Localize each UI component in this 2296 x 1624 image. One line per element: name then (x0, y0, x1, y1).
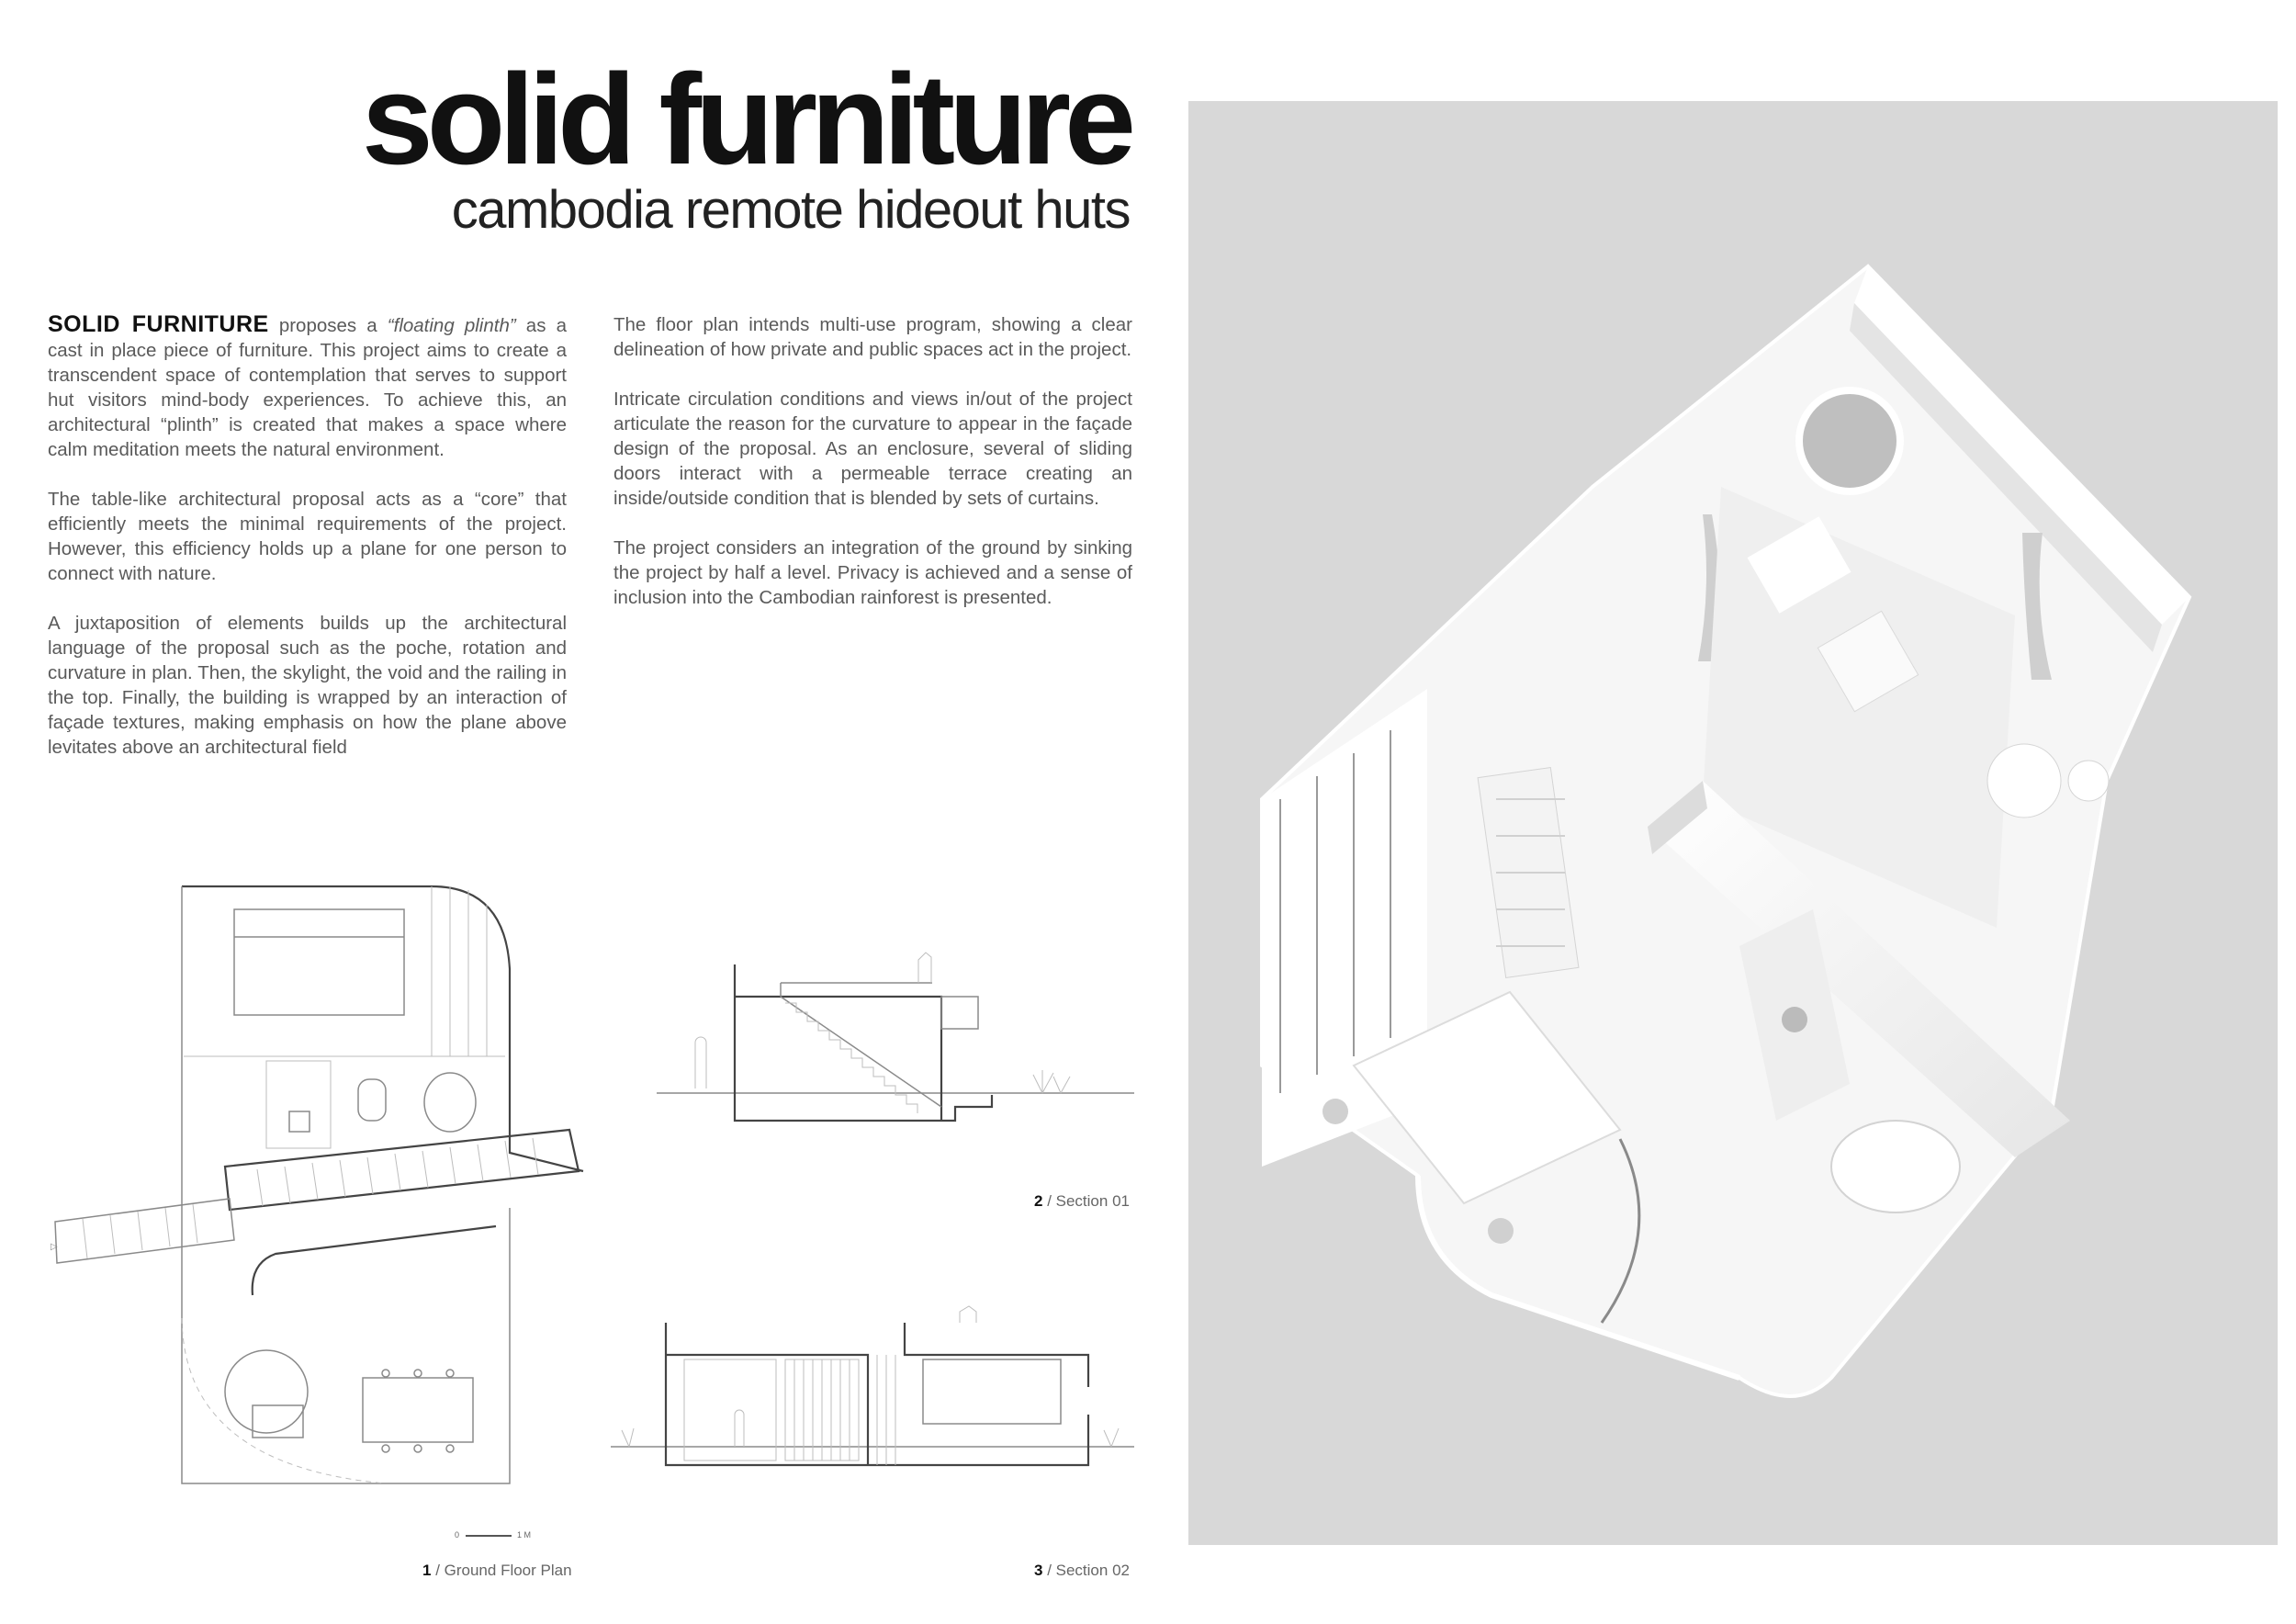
dining-table (363, 1378, 473, 1442)
ground-floor-plan-drawing (46, 877, 579, 1502)
round-seat (225, 1350, 308, 1433)
svg-text:▷: ▷ (51, 1242, 58, 1252)
paragraph-program: The floor plan intends multi-use program, showing a clear delineation of how private and public spaces act in the project. (613, 314, 1132, 360)
caption-section2-label: / Section 02 (1042, 1562, 1130, 1579)
axonometric-render-panel (1188, 101, 2278, 1545)
paragraph-circulation: Intricate circulation conditions and views in/out of the project articulate the reason for the curvature to appear in the façade design of the proposal. As an enclosure, several of sliding doors interact with a permeable terrace creating an inside/outside condition that is blended by sets of curtains. (613, 389, 1132, 509)
description-column-right (613, 312, 1132, 635)
paragraph-ground: The project considers an integration of the ground by sinking the project by half a level. Privacy is achieved and a sense of inclusion into the Cambodian rainforest is presented. (613, 537, 1132, 608)
intro-text-a: proposes a (268, 315, 388, 336)
scale-end-label: 1 M (517, 1530, 532, 1539)
axonometric-render (1188, 101, 2278, 1545)
intro-quote: “floating plinth” (387, 315, 516, 336)
description-column-left (48, 312, 567, 784)
bathtub-render (1831, 1121, 1960, 1212)
lead-term: SOLID FURNITURE (48, 311, 269, 337)
scale-line (466, 1535, 512, 1537)
caption-section1-label: / Section 01 (1042, 1192, 1130, 1210)
caption-section-01 (1034, 1192, 1130, 1211)
page-title: solid furniture (361, 47, 1130, 191)
bathtub (424, 1073, 476, 1132)
section-02-drawing (611, 1304, 1134, 1488)
page-subtitle: cambodia remote hideout huts (451, 180, 1130, 240)
caption-plan-label: / Ground Floor Plan (431, 1562, 572, 1579)
skylight (1799, 390, 1900, 491)
scale-bar (455, 1530, 531, 1539)
caption-plan (422, 1562, 572, 1580)
caption-plan-number: 1 (422, 1562, 432, 1579)
caption-section1-number: 2 (1034, 1192, 1043, 1210)
paragraph-core: The table-like architectural proposal acts as a “core” that efficiently meets the minimal requirements of the project. However, this efficiency holds up a plane for one person to connect with nature. (48, 489, 567, 584)
bed (234, 909, 404, 1015)
paragraph-language: A juxtaposition of elements builds up the architectural language of the proposal such as the poche, rotation and curvature in plan. Then, the skylight, the void and the railing in the top. Finally, the building is wrapped by an interaction of façade textures, making emphasis on how the plane above levitates above an architectural field (48, 613, 567, 758)
caption-section2-number: 3 (1034, 1562, 1043, 1579)
intro-text-b: as a cast in place piece of furniture. This project aims to create a transcendent space of contemplation that serves to support hut visitors mind-body experiences. To achieve this, an architectural “plinth” is created that makes a space where calm meditation meets the natural environment. (48, 315, 567, 460)
paragraph-intro (48, 312, 567, 462)
scale-start-label: 0 (455, 1530, 460, 1539)
section-01-drawing (657, 928, 1134, 1139)
caption-section-02 (1034, 1562, 1130, 1580)
